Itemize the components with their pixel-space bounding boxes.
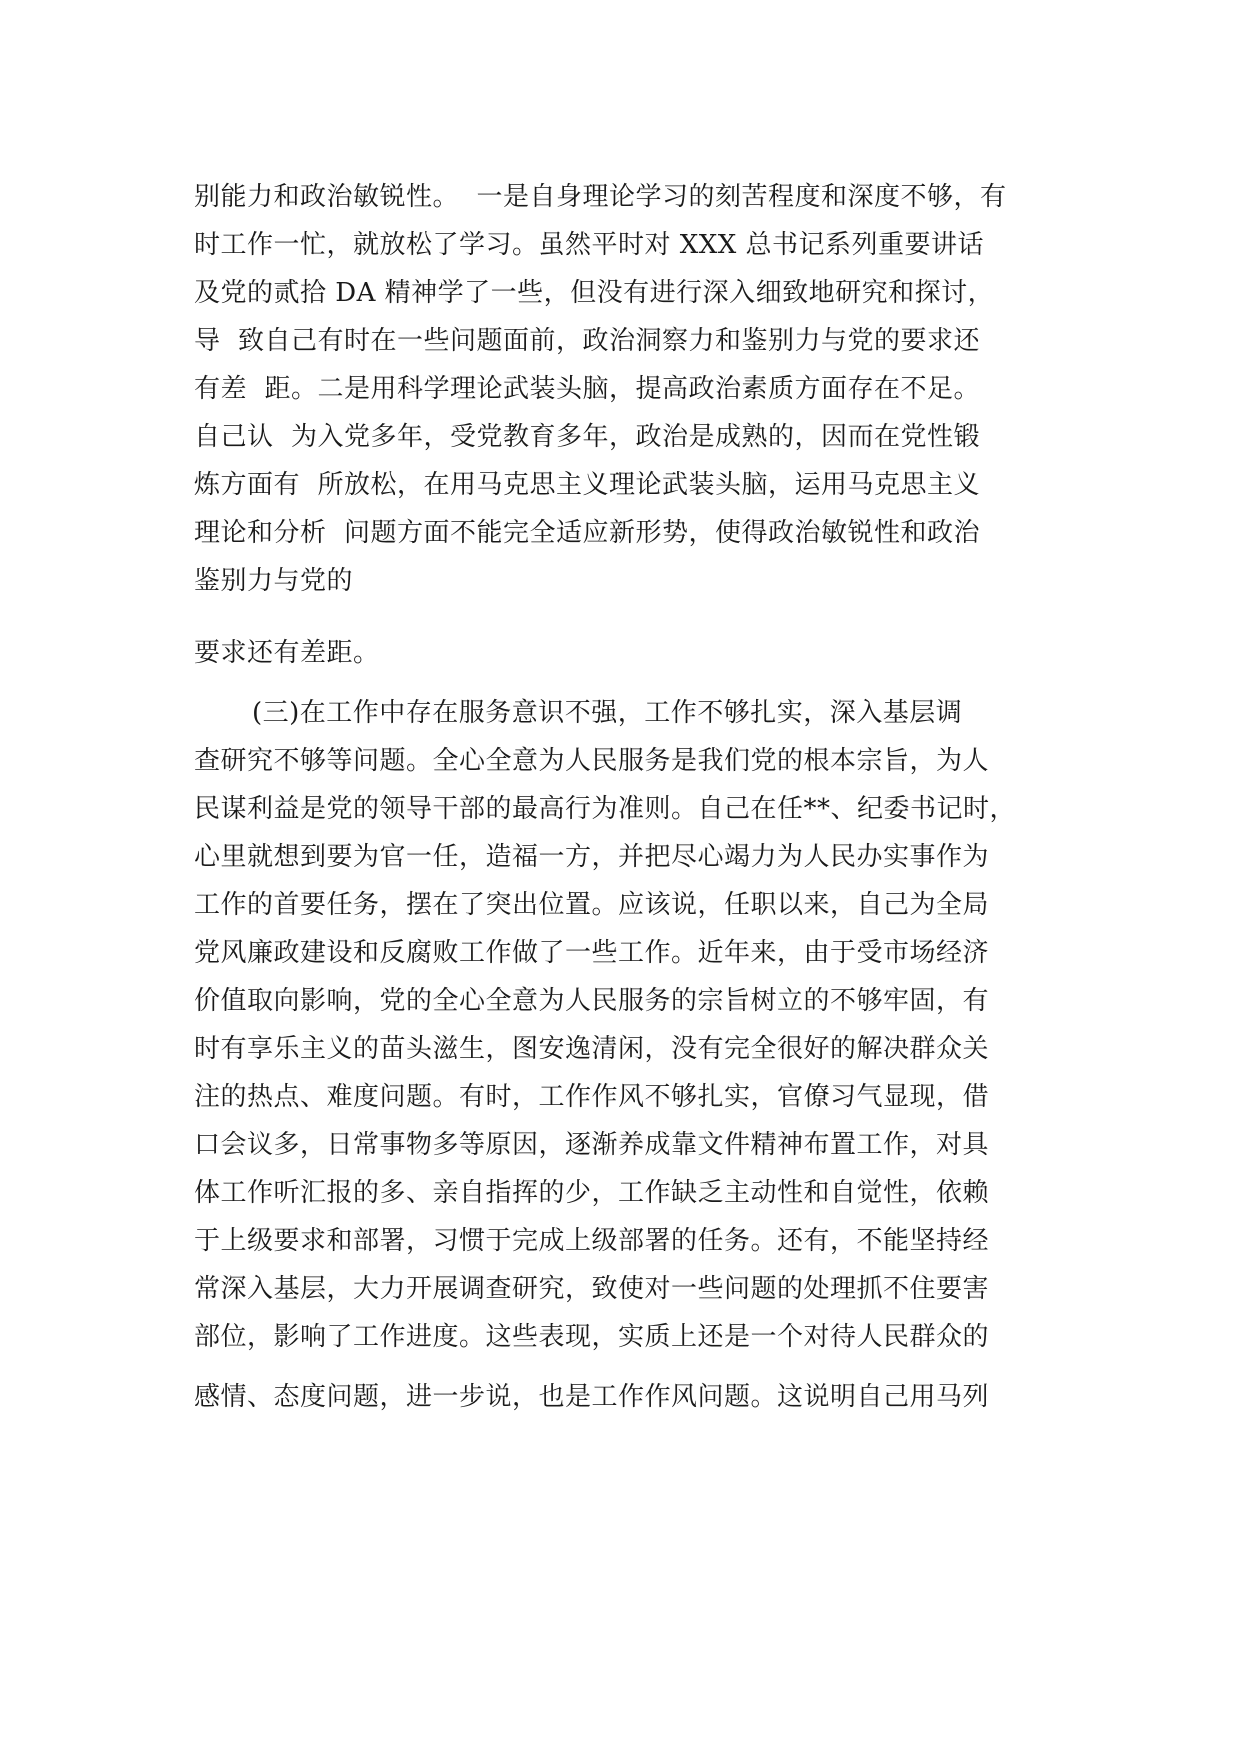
text-line: 时有享乐主义的苗头滋生，图安逸清闲，没有完全很好的解决群众关 <box>194 1034 990 1064</box>
text-line: 有差 距。二是用科学理论武装头脑，提高政治素质方面存在不足。 <box>194 374 981 404</box>
text-line: 民谋利益是党的领导干部的最高行为准则。自己在任**、纪委书记时， <box>194 794 1017 824</box>
text-line: 工作的首要任务，摆在了突出位置。应该说，任职以来，自己为全局 <box>194 890 990 920</box>
text-line: 注的热点、难度问题。有时，工作作风不够扎实，官僚习气显现，借 <box>194 1082 990 1112</box>
text-line: 炼方面有 所放松，在用马克思主义理论武装头脑，运用马克思主义 <box>194 470 981 500</box>
text-line: 体工作听汇报的多、亲自指挥的少，工作缺乏主动性和自觉性，依赖 <box>194 1178 990 1208</box>
text-line: 党风廉政建设和反腐败工作做了一些工作。近年来，由于受市场经济 <box>194 938 990 968</box>
text-line: 于上级要求和部署，习惯于完成上级部署的任务。还有，不能坚持经 <box>194 1226 990 1256</box>
text-line: 及党的贰拾 DA 精神学了一些，但没有进行深入细致地研究和探讨， <box>194 278 995 308</box>
text-line: 理论和分析 问题方面不能完全适应新形势，使得政治敏锐性和政治 <box>194 518 981 548</box>
text-line: 自己认 为入党多年，受党教育多年，政治是成熟的，因而在党性锻 <box>194 422 981 452</box>
text-line: 要求还有差距。 <box>194 638 380 668</box>
text-line: 时工作一忙，就放松了学习。虽然平时对 XXX 总书记系列重要讲话 <box>194 230 985 260</box>
text-line: 感情、态度问题，进一步说，也是工作作风问题。这说明自己用马列 <box>194 1382 990 1412</box>
text-line: 查研究不够等问题。全心全意为人民服务是我们党的根本宗旨，为人 <box>194 746 990 776</box>
text-line: 鉴别力与党的 <box>194 566 354 596</box>
text-line: 别能力和政治敏锐性。 一是自身理论学习的刻苦程度和深度不够，有 <box>194 182 1007 212</box>
section-heading-line: (三)在工作中存在服务意识不强，工作不够扎实，深入基层调 <box>252 698 963 728</box>
text-line: 常深入基层，大力开展调查研究，致使对一些问题的处理抓不住要害 <box>194 1274 990 1304</box>
text-line: 口会议多，日常事物多等原因，逐渐养成靠文件精神布置工作，对具 <box>194 1130 990 1160</box>
text-line: 心里就想到要为官一任，造福一方，并把尽心竭力为人民办实事作为 <box>194 842 990 872</box>
text-line: 导 致自己有时在一些问题面前，政治洞察力和鉴别力与党的要求还 <box>194 326 981 356</box>
text-line: 部位，影响了工作进度。这些表现，实质上还是一个对待人民群众的 <box>194 1322 990 1352</box>
text-line: 价值取向影响，党的全心全意为人民服务的宗旨树立的不够牢固，有 <box>194 986 990 1016</box>
